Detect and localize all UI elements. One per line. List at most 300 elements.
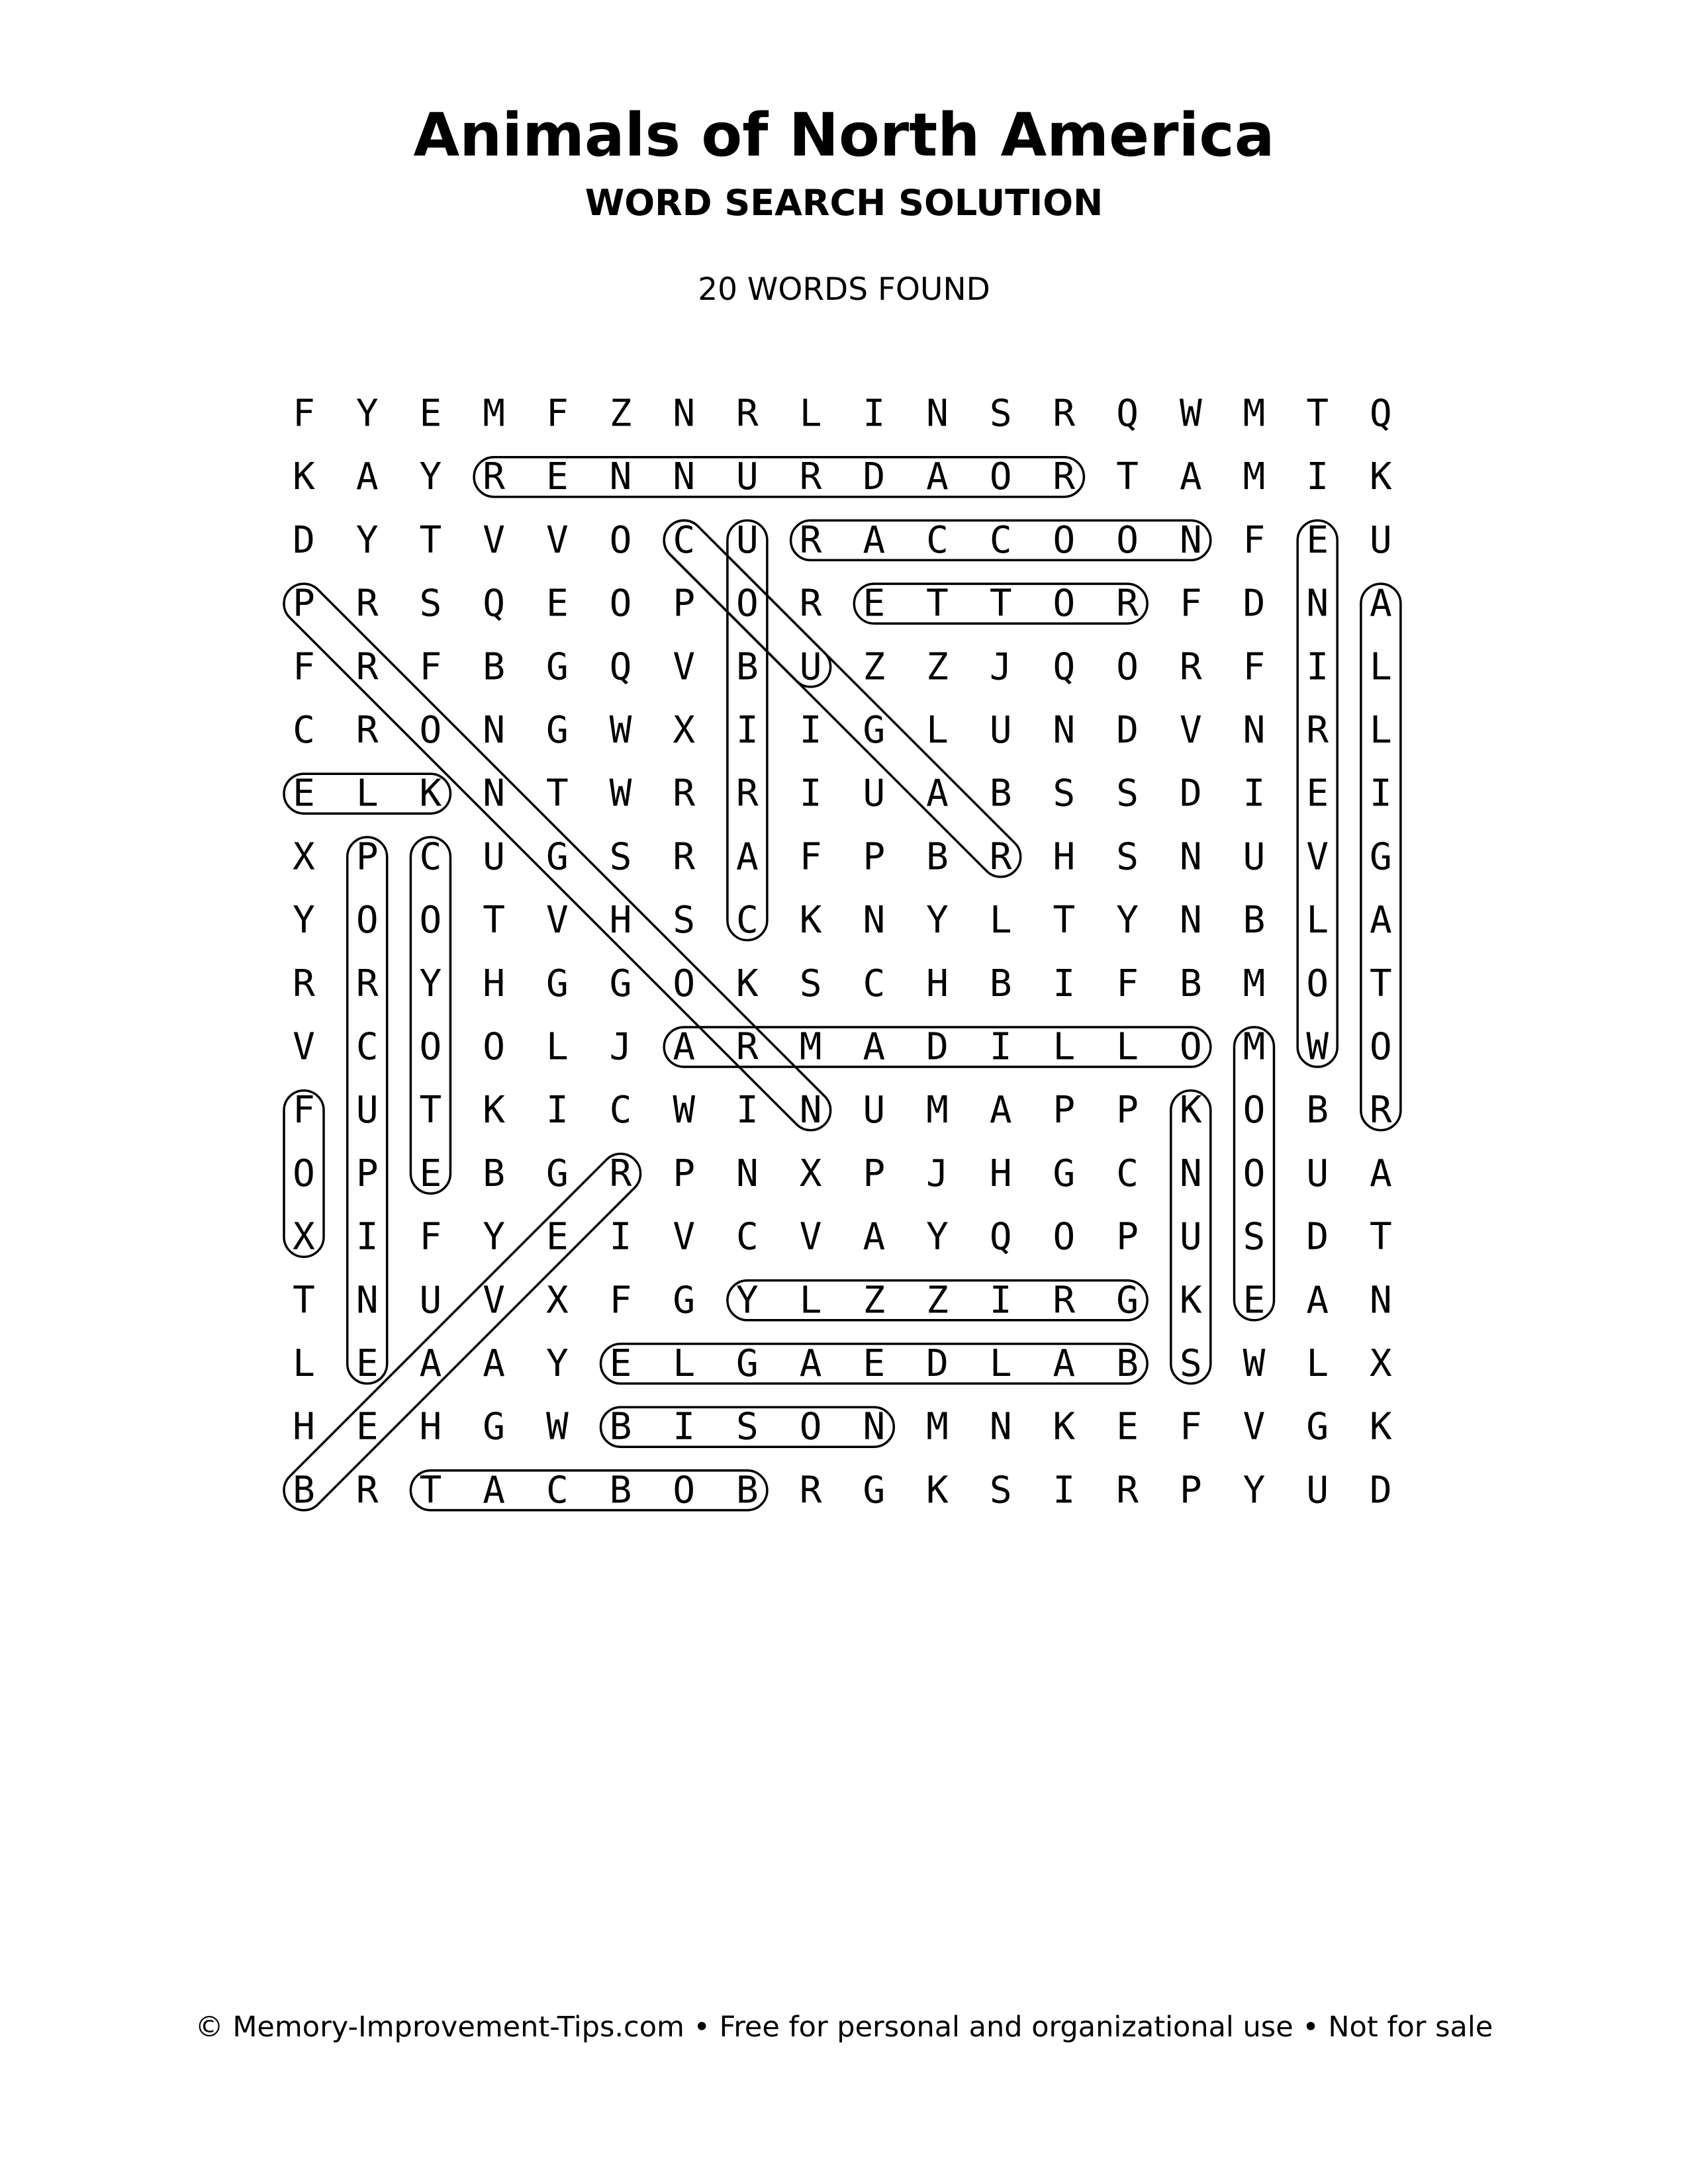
- grid-letter: L: [673, 1342, 696, 1385]
- grid-letter: O: [1243, 1089, 1266, 1132]
- grid-letter: O: [293, 1152, 315, 1195]
- grid-letter: N: [1179, 899, 1202, 942]
- page-subtitle: WORD SEARCH SOLUTION: [585, 182, 1103, 224]
- grid-letter: Y: [926, 1215, 949, 1259]
- grid-letter: A: [1053, 1342, 1076, 1385]
- grid-letter: P: [673, 1152, 696, 1195]
- grid-letter: I: [1370, 772, 1392, 815]
- grid-letter: B: [736, 645, 759, 689]
- grid-letter: B: [989, 772, 1012, 815]
- grid-letter: P: [863, 1152, 886, 1195]
- grid-letter: S: [673, 899, 696, 942]
- grid-letter: S: [989, 392, 1012, 435]
- grid-letter: Q: [1370, 392, 1392, 435]
- grid-letter: N: [863, 899, 886, 942]
- grid-letter: O: [1306, 962, 1329, 1005]
- grid-letter: T: [483, 899, 505, 942]
- grid-letter: B: [1179, 962, 1202, 1005]
- grid-letter: R: [736, 392, 759, 435]
- grid-letter: O: [609, 518, 632, 562]
- grid-letter: O: [1116, 645, 1139, 689]
- word-ring-buzzard: [656, 512, 1029, 885]
- grid-letter: I: [609, 1215, 632, 1259]
- grid-letter: S: [1116, 772, 1139, 815]
- grid-letter: E: [545, 455, 569, 499]
- grid-letter: L: [1053, 1025, 1076, 1069]
- grid-letter: D: [1116, 709, 1139, 752]
- grid-letter: X: [545, 1279, 569, 1322]
- grid-letter: R: [736, 1025, 759, 1069]
- grid-letter: O: [1053, 1215, 1076, 1259]
- grid-letter: F: [1243, 645, 1266, 689]
- grid-letter: O: [419, 1025, 442, 1069]
- grid-letter: L: [989, 899, 1012, 942]
- grid-letter: R: [1053, 455, 1076, 499]
- grid-letter: G: [545, 1152, 569, 1195]
- grid-letter: I: [1306, 455, 1329, 499]
- grid-letter: C: [419, 835, 442, 879]
- grid-letter: E: [863, 582, 886, 625]
- grid-letter: V: [483, 518, 505, 562]
- grid-letter: O: [1179, 1025, 1202, 1069]
- grid-letter: Y: [545, 1342, 569, 1385]
- grid-letter: O: [355, 899, 379, 942]
- grid-letter: C: [1116, 1152, 1139, 1195]
- grid-letter: K: [1370, 455, 1392, 499]
- grid-letter: R: [799, 518, 822, 562]
- grid-letter: W: [1243, 1342, 1266, 1385]
- grid-letter: Y: [293, 899, 315, 942]
- grid-letter: X: [799, 1152, 822, 1195]
- grid-letter: A: [1370, 899, 1392, 942]
- grid-letter: N: [1179, 1152, 1202, 1195]
- grid-letter: E: [609, 1342, 632, 1385]
- grid-letter: G: [673, 1279, 696, 1322]
- grid-letter: C: [293, 709, 315, 752]
- grid-letter: E: [293, 772, 315, 815]
- words-found-count: 20 WORDS FOUND: [698, 271, 990, 308]
- grid-letter: A: [926, 772, 949, 815]
- grid-letter: S: [1179, 1342, 1202, 1385]
- grid-letter: Y: [1116, 899, 1139, 942]
- grid-letter: W: [609, 709, 632, 752]
- grid-letter: K: [1370, 1405, 1392, 1449]
- grid-letter: Y: [419, 962, 442, 1005]
- grid-letter: Y: [1243, 1469, 1266, 1512]
- grid-letter: N: [673, 392, 696, 435]
- grid-letter: U: [863, 772, 886, 815]
- grid-letter: V: [545, 899, 569, 942]
- grid-letter: S: [609, 835, 632, 879]
- grid-letter: D: [926, 1025, 949, 1069]
- grid-letter: K: [799, 899, 822, 942]
- grid-letter: V: [1306, 835, 1329, 879]
- grid-letter: I: [989, 1279, 1012, 1322]
- grid-letter: C: [545, 1469, 569, 1512]
- grid-letter: L: [355, 772, 379, 815]
- grid-letter: W: [1306, 1025, 1329, 1069]
- grid-letter: A: [483, 1469, 505, 1512]
- grid-letter: C: [609, 1089, 632, 1132]
- grid-letter: R: [1116, 582, 1139, 625]
- grid-letter: S: [989, 1469, 1012, 1512]
- grid-letter: O: [1370, 1025, 1392, 1069]
- grid-letter: U: [355, 1089, 379, 1132]
- grid-letter: P: [1053, 1089, 1076, 1132]
- grid-letter: H: [926, 962, 949, 1005]
- grid-letter: S: [1243, 1215, 1266, 1259]
- grid-letter: C: [736, 899, 759, 942]
- grid-letter: N: [1053, 709, 1076, 752]
- grid-letter: A: [863, 518, 886, 562]
- grid-letter: F: [419, 645, 442, 689]
- grid-letter: Z: [863, 645, 886, 689]
- grid-letter: Q: [989, 1215, 1012, 1259]
- grid-letter: T: [1370, 1215, 1392, 1259]
- grid-letter: M: [483, 392, 505, 435]
- grid-letter: M: [1243, 455, 1266, 499]
- grid-letter: T: [1053, 899, 1076, 942]
- grid-letter: N: [799, 1089, 822, 1132]
- grid-letter: D: [293, 518, 315, 562]
- grid-letter: F: [545, 392, 569, 435]
- grid-letter: E: [1306, 518, 1329, 562]
- grid-letter: A: [736, 835, 759, 879]
- grid-letter: Z: [609, 392, 632, 435]
- word-ring-bobcat: [410, 1471, 767, 1510]
- grid-letter: B: [1116, 1342, 1139, 1385]
- grid-letter: O: [419, 899, 442, 942]
- grid-letter: S: [1053, 772, 1076, 815]
- grid-letter: G: [545, 645, 569, 689]
- grid-letter: P: [293, 582, 315, 625]
- grid-letter: G: [1306, 1405, 1329, 1449]
- grid-letter: F: [1179, 582, 1202, 625]
- grid-letter: A: [1370, 582, 1392, 625]
- grid-letter: B: [483, 1152, 505, 1195]
- grid-letter: A: [355, 455, 379, 499]
- grid-letter: R: [355, 962, 379, 1005]
- grid-letter: N: [609, 455, 632, 499]
- grid-letter: N: [355, 1279, 379, 1322]
- grid-letter: I: [355, 1215, 379, 1259]
- grid-letter: A: [863, 1025, 886, 1069]
- grid-letter: K: [1179, 1279, 1202, 1322]
- grid-letter: A: [799, 1342, 822, 1385]
- grid-letter: O: [419, 709, 442, 752]
- grid-letter: E: [545, 1215, 569, 1259]
- grid-letter: O: [1053, 518, 1076, 562]
- grid-letter: U: [1243, 835, 1266, 879]
- grid-letter: V: [545, 518, 569, 562]
- grid-letter: B: [736, 1469, 759, 1512]
- grid-letter: I: [989, 1025, 1012, 1069]
- grid-letter: Y: [736, 1279, 759, 1322]
- grid-letter: O: [483, 1025, 505, 1069]
- grid-letter: P: [1116, 1215, 1139, 1259]
- grid-letter: X: [293, 1215, 315, 1259]
- grid-letter: G: [483, 1405, 505, 1449]
- grid-letter: R: [355, 709, 379, 752]
- grid-letter: H: [609, 899, 632, 942]
- grid-letter: O: [736, 582, 759, 625]
- grid-letter: Z: [926, 1279, 949, 1322]
- grid-letter: W: [545, 1405, 569, 1449]
- grid-letter: B: [293, 1469, 315, 1512]
- grid-letter: B: [609, 1405, 632, 1449]
- grid-letter: V: [483, 1279, 505, 1322]
- grid-letter: D: [1243, 582, 1266, 625]
- grid-letter: I: [736, 709, 759, 752]
- grid-letter: L: [1116, 1025, 1139, 1069]
- grid-letter: U: [1179, 1215, 1202, 1259]
- grid-letter: V: [673, 645, 696, 689]
- grid-letter: R: [355, 1469, 379, 1512]
- grid-letter: U: [799, 645, 822, 689]
- grid-letter: Y: [419, 455, 442, 499]
- grid-letter: K: [1179, 1089, 1202, 1132]
- grid-letter: K: [736, 962, 759, 1005]
- grid-letter: M: [1243, 962, 1266, 1005]
- grid-letter: G: [545, 709, 569, 752]
- grid-letter: F: [293, 1089, 315, 1132]
- grid-letter: H: [1053, 835, 1076, 879]
- grid-letter: V: [799, 1215, 822, 1259]
- word-ring-beaver: [276, 1146, 649, 1518]
- grid-letter: L: [545, 1025, 569, 1069]
- grid-letter: L: [1306, 1342, 1329, 1385]
- grid-letter: E: [1116, 1405, 1139, 1449]
- grid-letter: K: [926, 1469, 949, 1512]
- grid-letter: R: [799, 455, 822, 499]
- grid-letter: T: [419, 1469, 442, 1512]
- grid-letter: A: [926, 455, 949, 499]
- grid-letter: A: [419, 1342, 442, 1385]
- grid-letter: G: [609, 962, 632, 1005]
- grid-letter: R: [293, 962, 315, 1005]
- grid-letter: C: [736, 1215, 759, 1259]
- grid-letter: Q: [1116, 392, 1139, 435]
- grid-letter: I: [799, 709, 822, 752]
- grid-letter: E: [1243, 1279, 1266, 1322]
- grid-letter: U: [1306, 1152, 1329, 1195]
- grid-letter: C: [863, 962, 886, 1005]
- grid-letter: E: [419, 392, 442, 435]
- grid-letter: R: [1053, 1279, 1076, 1322]
- grid-letter: S: [736, 1405, 759, 1449]
- grid-letter: K: [1053, 1405, 1076, 1449]
- grid-letter: G: [863, 709, 886, 752]
- grid-letter: P: [355, 835, 379, 879]
- grid-letter: L: [293, 1342, 315, 1385]
- grid-letter: O: [799, 1405, 822, 1449]
- grid-letter: A: [1306, 1279, 1329, 1322]
- grid-letter: I: [1243, 772, 1266, 815]
- page-title: Animals of North America: [413, 101, 1275, 170]
- grid-letter: L: [1306, 899, 1329, 942]
- grid-letter: R: [1370, 1089, 1392, 1132]
- grid-letter: E: [863, 1342, 886, 1385]
- grid-letter: F: [1243, 518, 1266, 562]
- grid-letter: N: [863, 1405, 886, 1449]
- grid-letter: N: [673, 455, 696, 499]
- grid-letter: Y: [483, 1215, 505, 1259]
- grid-letter: R: [673, 835, 696, 879]
- grid-letter: Y: [355, 518, 379, 562]
- grid-letter: C: [926, 518, 949, 562]
- grid-letter: L: [799, 1279, 822, 1322]
- grid-letter: V: [1179, 709, 1202, 752]
- grid-letter: U: [989, 709, 1012, 752]
- grid-letter: O: [1116, 518, 1139, 562]
- grid-letter: P: [1116, 1089, 1139, 1132]
- grid-letter: U: [863, 1089, 886, 1132]
- grid-letter: N: [483, 709, 505, 752]
- grid-letter: A: [1179, 455, 1202, 499]
- grid-letter: M: [926, 1405, 949, 1449]
- grid-letter: N: [736, 1152, 759, 1195]
- grid-letter: I: [545, 1089, 569, 1132]
- grid-letter: K: [483, 1089, 505, 1132]
- grid-letter: R: [609, 1152, 632, 1195]
- grid-letter: G: [1116, 1279, 1139, 1322]
- grid-letter: R: [1179, 645, 1202, 689]
- grid-letter: E: [355, 1405, 379, 1449]
- grid-letter: I: [799, 772, 822, 815]
- grid-letter: Z: [926, 645, 949, 689]
- grid-letter: R: [1306, 709, 1329, 752]
- grid-letter: U: [483, 835, 505, 879]
- grid-letter: Q: [483, 582, 505, 625]
- grid-letter: W: [1179, 392, 1202, 435]
- grid-letter: V: [673, 1215, 696, 1259]
- grid-letter: D: [1306, 1215, 1329, 1259]
- grid-letter: K: [293, 455, 315, 499]
- grid-letter: G: [736, 1342, 759, 1385]
- grid-letter: L: [1370, 709, 1392, 752]
- grid-letter: M: [1243, 1025, 1266, 1069]
- grid-letter: S: [799, 962, 822, 1005]
- grid-letter: C: [673, 518, 696, 562]
- grid-letter: F: [1116, 962, 1139, 1005]
- grid-letter: C: [989, 518, 1012, 562]
- grid-letter: L: [926, 709, 949, 752]
- grid-letter: P: [863, 835, 886, 879]
- grid-letter: L: [1370, 645, 1392, 689]
- grid-letter: X: [673, 709, 696, 752]
- grid-letter: Y: [926, 899, 949, 942]
- grid-letter: G: [545, 962, 569, 1005]
- grid-letter: N: [1179, 835, 1202, 879]
- grid-letter: K: [419, 772, 442, 815]
- grid-letter: R: [1116, 1469, 1139, 1512]
- grid-letter: N: [1179, 518, 1202, 562]
- grid-letter: B: [1306, 1089, 1329, 1132]
- grid-letter: T: [419, 518, 442, 562]
- grid-letter: U: [419, 1279, 442, 1322]
- grid-letter: F: [293, 645, 315, 689]
- grid-letter: F: [419, 1215, 442, 1259]
- grid-letter: H: [483, 962, 505, 1005]
- grid-letter: L: [799, 392, 822, 435]
- grid-letter: N: [483, 772, 505, 815]
- grid-letter: D: [863, 455, 886, 499]
- grid-letter: G: [1370, 835, 1392, 879]
- grid-letter: S: [1116, 835, 1139, 879]
- grid-letter: F: [609, 1279, 632, 1322]
- copyright-footer: © Memory-Improvement-Tips.com • Free for personal and organizational use • Not for sale: [195, 2011, 1493, 2044]
- grid-letter: J: [926, 1152, 949, 1195]
- grid-letter: I: [1053, 1469, 1076, 1512]
- grid-letter: A: [863, 1215, 886, 1259]
- grid-letter: O: [1053, 582, 1076, 625]
- grid-letter: U: [1306, 1469, 1329, 1512]
- grid-letter: R: [483, 455, 505, 499]
- grid-letter: P: [355, 1152, 379, 1195]
- grid-letter: B: [1243, 899, 1266, 942]
- grid-letter: R: [355, 582, 379, 625]
- grid-letter: T: [1370, 962, 1392, 1005]
- grid-letter: D: [1179, 772, 1202, 815]
- grid-letter: I: [1306, 645, 1329, 689]
- grid-letter: F: [799, 835, 822, 879]
- grid-letter: N: [926, 392, 949, 435]
- grid-letter: O: [673, 962, 696, 1005]
- grid-letter: E: [1306, 772, 1329, 815]
- grid-letter: G: [545, 835, 569, 879]
- grid-letter: J: [989, 645, 1012, 689]
- grid-letter: V: [1243, 1405, 1266, 1449]
- grid-letter: W: [609, 772, 632, 815]
- grid-letter: O: [609, 582, 632, 625]
- grid-letter: H: [419, 1405, 442, 1449]
- grid-letter: H: [989, 1152, 1012, 1195]
- grid-letter: B: [989, 962, 1012, 1005]
- grid-letter: I: [673, 1405, 696, 1449]
- grid-letter: Y: [355, 392, 379, 435]
- grid-letter: B: [609, 1469, 632, 1512]
- grid-letter: E: [355, 1342, 379, 1385]
- grid-letter: P: [1179, 1469, 1202, 1512]
- grid-letter: F: [1179, 1405, 1202, 1449]
- grid-letter: N: [1306, 582, 1329, 625]
- grid-letter: S: [419, 582, 442, 625]
- grid-letter: B: [483, 645, 505, 689]
- grid-letter: D: [1370, 1469, 1392, 1512]
- grid-letter: Q: [1053, 645, 1076, 689]
- grid-letter: P: [673, 582, 696, 625]
- grid-letter: D: [926, 1342, 949, 1385]
- grid-letter: U: [736, 455, 759, 499]
- grid-letter: T: [419, 1089, 442, 1132]
- grid-letter: R: [736, 772, 759, 815]
- grid-letter: F: [293, 392, 315, 435]
- grid-letter: X: [1370, 1342, 1392, 1385]
- grid-letter: E: [419, 1152, 442, 1195]
- grid-letter: M: [799, 1025, 822, 1069]
- grid-letter: Z: [863, 1279, 886, 1322]
- grid-letter: L: [989, 1342, 1012, 1385]
- grid-letter: V: [293, 1025, 315, 1069]
- grid-letter: R: [799, 1469, 822, 1512]
- grid-letter: Q: [609, 645, 632, 689]
- grid-letter: B: [926, 835, 949, 879]
- grid-letter: N: [1370, 1279, 1392, 1322]
- grid-letter: R: [799, 582, 822, 625]
- grid-letter: O: [989, 455, 1012, 499]
- grid-letter: H: [293, 1405, 315, 1449]
- grid-letter: T: [989, 582, 1012, 625]
